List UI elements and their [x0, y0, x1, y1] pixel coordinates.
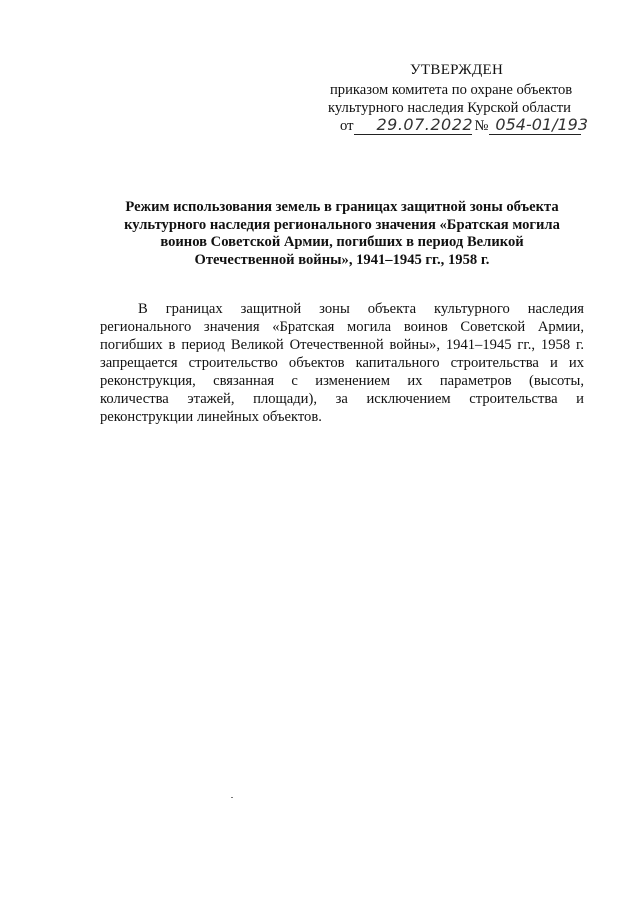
document-title: [100, 199, 584, 269]
paragraph-line: реконструкции линейных объектов.: [100, 409, 322, 425]
paragraph-line: запрещается строительство объектов капитального строительства и их: [100, 355, 584, 371]
paragraph-line: регионального значения «Братская могила воинов Советской Армии,: [100, 319, 584, 335]
scan-speck: [231, 797, 233, 798]
number-fill-line: [489, 115, 589, 135]
title-line: воинов Советской Армии, погибших в период Великой: [160, 234, 524, 250]
body-paragraph: [100, 300, 584, 426]
approval-line-1: приказом комитета по охране объектов: [330, 82, 573, 98]
approval-line-2: культурного наследия Курской области: [328, 100, 571, 116]
handwritten-date: 29.07.2022: [376, 115, 474, 134]
title-line: культурного наследия регионального значения «Братская могила: [124, 216, 560, 233]
number-sign: №: [474, 118, 489, 134]
paragraph-line: В границах защитной зоны объекта культурного наследия: [138, 301, 584, 317]
date-fill-line: [354, 116, 472, 135]
date-prefix: от: [340, 118, 354, 134]
paragraph-line: реконструкция, связанная с изменением их параметров (высоты,: [100, 373, 584, 389]
handwritten-number: 054-01/193: [495, 115, 589, 134]
title-line: Отечественной войны», 1941–1945 гг., 1958 г.: [194, 251, 490, 268]
paragraph-line: количества этажей, площади), за исключением строительства и: [100, 391, 584, 407]
approval-heading: УТВЕРЖДЕН: [410, 62, 504, 78]
paragraph-line: погибших в период Великой Отечественной войны», 1941–1945 гг., 1958 г.: [100, 337, 584, 353]
title-line: Режим использования земель в границах защитной зоны объекта: [125, 199, 559, 215]
approval-date-number-row: [340, 115, 589, 135]
